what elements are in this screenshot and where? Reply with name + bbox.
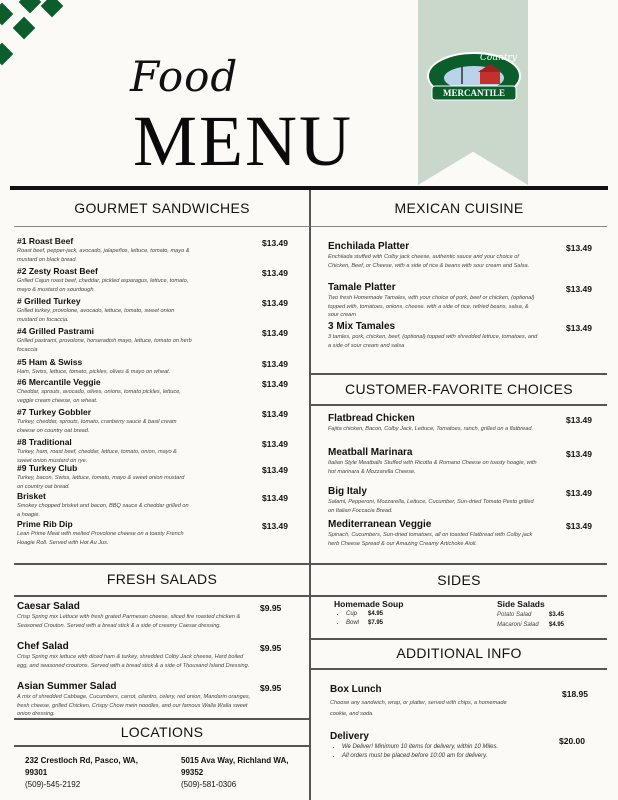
menu-item <box>17 640 252 670</box>
divider <box>311 373 607 375</box>
menu-item-description: Roast beef, pepper-jack, avocado, jalapeños, lettuce, tomato, mayo & mustard on black bread. <box>17 248 190 263</box>
menu-item-description: Turkey, bacon, Swiss, lettuce, tomato, mayo & sweet onion mustard on country oat bread. <box>17 475 185 490</box>
menu-item-description: Grilled Cajun roast beef, cheddar, pickled asparagus, lettuce, tomato, mayo & mustard on sourdough. <box>17 278 189 293</box>
decorative-diamond <box>0 3 13 26</box>
menu-item-description: Smokey chopped brisket and bacon, BBQ sauce & cheddar grilled on a hoagie. <box>17 503 189 518</box>
decorative-diamond <box>13 17 36 40</box>
menu-item-price: $13.49 <box>566 449 592 459</box>
decorative-diamond <box>41 0 64 17</box>
soup-option-label: Bowl <box>346 620 360 626</box>
menu-item <box>17 680 252 719</box>
menu-item-name: #9 Turkey Club <box>17 463 78 473</box>
menu-item-name: #2 Zesty Roast Beef <box>17 266 98 276</box>
menu-item-description: Two fresh Homemade Tamales, with your choice of pork, beef or chicken, (optional) topped with, tomatoes, onions, cheese. with a side of rice, refried beans, salsa, & sour cream <box>328 295 535 319</box>
menu-item <box>328 281 538 320</box>
menu-item <box>17 236 192 264</box>
box-lunch-desc: Choose any sandwich, wrap, or platter, served with chips, a homemade cookie, and soda. <box>330 700 507 717</box>
side-salad-label: Potato Salad <box>497 612 532 618</box>
menu-item-price: $13.49 <box>566 243 592 253</box>
menu-item-name: #7 Turkey Gobbler <box>17 407 92 417</box>
box-lunch <box>330 683 520 720</box>
divider <box>311 595 607 597</box>
menu-item-price: $13.49 <box>566 323 592 333</box>
location-richland <box>181 755 288 791</box>
delivery-note: • We Deliver! Minimum 10 items for delivery, within 10 Miles. <box>342 743 540 752</box>
menu-item <box>17 600 252 630</box>
menu-item-price: $13.49 <box>262 409 288 419</box>
menu-item-name: #6 Mercantile Veggie <box>17 377 101 387</box>
menu-item <box>17 266 192 294</box>
heading-customer-favorites: CUSTOMER-FAVORITE CHOICES <box>345 381 573 397</box>
menu-item <box>17 437 192 465</box>
delivery-price: $20.00 <box>559 736 585 746</box>
address-line: 232 Crestloch Rd, Pasco, WA, <box>25 756 138 765</box>
menu-item-price: $13.49 <box>262 359 288 369</box>
menu-item-name: Meatball Marinara <box>328 447 413 458</box>
delivery-title: Delivery <box>330 731 369 742</box>
menu-item-description: Fajita chicken, Bacon, Colby Jack, Lettuce, Tomatoes, ranch, grilled on a flatbread. <box>328 426 534 432</box>
menu-item <box>17 296 192 324</box>
logo-text-country: Country <box>480 53 517 63</box>
location-pasco <box>25 755 138 791</box>
soup-option-price: $7.95 <box>368 620 384 626</box>
menu-item-price: $13.49 <box>262 379 288 389</box>
menu-item <box>328 485 538 515</box>
menu-item-name: #4 Grilled Pastrami <box>17 326 95 336</box>
menu-item-price: $13.49 <box>262 238 288 248</box>
menu-item-name: # Grilled Turkey <box>17 296 81 306</box>
logo-text-mercantile: MERCANTILE <box>442 88 505 98</box>
menu-item <box>17 463 192 491</box>
menu-item-name: Asian Summer Salad <box>17 681 117 692</box>
menu-item-description: Turkey, cheddar, sprouts, tomato, cranberry sauce & basil cream cheese on country oat bread. <box>17 419 177 434</box>
side-salad-price: $4.95 <box>549 622 565 628</box>
menu-item <box>328 518 538 548</box>
side-salads <box>497 599 607 630</box>
menu-item-description: Grilled turkey, provolone, avocado, lettuce, tomato, sweet onion mustard on focaccia. <box>17 308 175 323</box>
title-menu: MENU <box>133 101 353 181</box>
menu-item-description: Lean Prime Meat with melted Provolone cheese on a toasty French Hoagie Roll. Served with Hot Au Jus. <box>17 531 184 546</box>
menu-item-name: Enchilada Platter <box>328 241 410 252</box>
menu-item-price: $13.49 <box>262 328 288 338</box>
decorative-diamond <box>0 43 13 66</box>
menu-item-price: $9.95 <box>260 683 282 693</box>
menu-item-description: 3 tamles, pork, chicken, beef, (optional) topped with shredded lettuce, tomatoes, and a side of sour cream and salsa <box>328 334 538 349</box>
decorative-diamond <box>19 0 42 13</box>
menu-item-description: Ham, Swiss, lettuce, tomato, pickles, olives & mayo on wheat. <box>17 369 171 375</box>
menu-item-price: $13.49 <box>566 284 592 294</box>
menu-item-price: $13.49 <box>262 521 288 531</box>
menu-item-price: $13.49 <box>262 465 288 475</box>
menu-item-description: Grilled pastrami, provolone, horseradish mayo, lettuce, tomato on herb focaccia <box>17 338 192 353</box>
soup-option-label: Cup <box>346 611 358 617</box>
menu-item-description: Turkey, ham, roast beef, cheddar, lettuce, tomato, onion, mayo & sweet onion mustard on rye. <box>17 449 177 464</box>
menu-item-price: $9.95 <box>260 603 282 613</box>
menu-item-description: Enchilada stuffed with Colby jack cheese, authentic sauce and your choice of Chicken, Beef, or Cheese, with a side of rice & beans with sour cream and Salsa. <box>328 254 530 269</box>
delivery <box>330 730 540 761</box>
heading-additional-info: ADDITIONAL INFO <box>396 645 522 661</box>
heading-gourmet-sandwiches: GOURMET SANDWICHES <box>74 200 250 216</box>
divider <box>311 563 607 565</box>
menu-item <box>17 491 192 519</box>
menu-item-name: Mediterranean Veggie <box>328 519 432 530</box>
soup-title: Homemade Soup <box>334 599 404 609</box>
divider <box>14 745 310 747</box>
menu-item-description: Spinach, Cucumbers, Sun-dried tomatoes, all on toasted Flatbread with Colby jack herb Cheese Spread & our Amazing Creamy Artichoke Aioli. <box>328 532 533 547</box>
heading-locations: LOCATIONS <box>120 724 204 740</box>
heading-fresh-salads: FRESH SALADS <box>106 571 218 587</box>
menu-item <box>328 446 538 476</box>
menu-item <box>328 240 538 270</box>
divider <box>14 563 310 565</box>
menu-item <box>17 407 192 435</box>
side-salads-title: Side Salads <box>497 599 545 609</box>
menu-item <box>17 326 192 354</box>
divider <box>311 638 607 640</box>
menu-item <box>17 519 192 547</box>
menu-item <box>328 320 538 350</box>
menu-item-name: Big Italy <box>328 486 367 497</box>
zip-code: 99301 <box>25 768 48 777</box>
menu-item-description: Italian Style Meatballs Stuffed with Ricotta & Romano Cheese on toasty hoagie, with hot marinara & Mozzarella Cheese. <box>328 460 537 475</box>
delivery-note: • All orders must be placed before 10:00 am for delivery. <box>342 752 540 761</box>
title-food: Food <box>130 52 239 101</box>
menu-item <box>17 357 192 377</box>
menu-item-price: $9.95 <box>260 643 282 653</box>
menu-item-name: Tamale Platter <box>328 282 396 293</box>
box-lunch-title: Box Lunch <box>330 684 382 695</box>
menu-item-price: $13.49 <box>566 415 592 425</box>
divider <box>14 226 310 227</box>
menu-item <box>328 412 538 434</box>
menu-item <box>17 377 192 405</box>
side-soup <box>334 599 474 628</box>
menu-item-description: Cheddar, sprouts, avocado, olives, onions, tomato pickles, lettuce, veggie cream cheese, on wheat. <box>17 389 181 404</box>
zip-code: 99352 <box>181 768 204 777</box>
menu-item-price: $13.49 <box>566 488 592 498</box>
menu-item-price: $13.49 <box>262 268 288 278</box>
box-lunch-price: $18.95 <box>562 689 588 699</box>
menu-item-name: Flatbread Chicken <box>328 413 415 424</box>
divider <box>311 404 607 406</box>
address-line: 5015 Ava Way, Richland WA, <box>181 756 289 765</box>
phone-number[interactable]: (509)-581-0306 <box>181 780 237 789</box>
divider <box>14 595 310 597</box>
side-salad-label: Macaroni Salad <box>497 622 539 628</box>
soup-option-price: $4.95 <box>368 611 384 617</box>
menu-item-name: Brisket <box>17 491 46 501</box>
menu-item-description: A mix of shredded Cabbage, Cucumbers, carrot, cilantro, celery, red onion, Mandarin oranges, fresh cheese, grilled Chicken, Crispy Chow mein noodles, and our famous Walla Walla sweet onion dressing. <box>17 694 251 718</box>
menu-item-name: #8 Traditional <box>17 437 72 447</box>
menu-item-price: $13.49 <box>262 493 288 503</box>
menu-item-name: #1 Roast Beef <box>17 236 74 246</box>
menu-item-price: $13.49 <box>262 439 288 449</box>
logo <box>426 52 522 104</box>
menu-item-description: Crisp Spring mix Lettuce with fresh grated Parmesan cheese, sliced fire roasted chicken & Seasoned Crouton. Served with a bread stick & a side of creamy Caesar dressing. <box>17 614 241 629</box>
menu-item-description: Salami, Pepperoni, Mozzarella, Lettuce, Cucumber, Sun-dried Tomato Pesto grilled on Italian Foccacia Bread. <box>328 499 534 514</box>
column-divider <box>309 190 311 800</box>
phone-number[interactable]: (509)-545-2192 <box>25 780 81 789</box>
divider <box>311 668 607 670</box>
menu-item-price: $13.49 <box>262 298 288 308</box>
heading-mexican-cuisine: MEXICAN CUISINE <box>394 200 524 216</box>
heading-sides: SIDES <box>437 572 481 588</box>
divider <box>311 226 607 227</box>
menu-item-name: Caesar Salad <box>17 601 80 612</box>
menu-item-name: Prime Rib Dip <box>17 519 73 529</box>
side-salad-price: $3.45 <box>549 612 565 618</box>
menu-item-name: Chef Salad <box>17 641 69 652</box>
menu-item-name: #5 Ham & Swiss <box>17 357 83 367</box>
menu-item-price: $13.49 <box>566 521 592 531</box>
menu-item-description: Crisp Spring mix lettuce with diced ham & turkey, shredded Colby Jack cheese, Hard boiled egg, and seasoned croutons. Served with a bread stick & a side of Thousand Island Dressing. <box>17 654 250 669</box>
menu-item-name: 3 Mix Tamales <box>328 321 396 332</box>
